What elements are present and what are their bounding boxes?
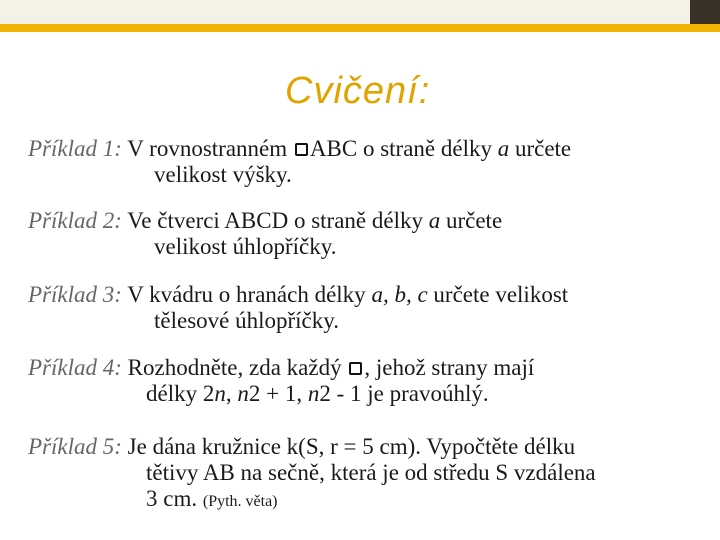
example-text: ,: [225, 381, 238, 406]
example-4: [28, 355, 534, 407]
hint-note: (Pyth. věta): [202, 493, 278, 510]
variables: a, b, c: [371, 282, 428, 307]
triangle-symbol-icon: [295, 143, 308, 156]
example-text: určete velikost: [427, 282, 569, 307]
example-text: 2 - 1 je pravoúhlý.: [319, 381, 489, 406]
example-text: ABC o straně délky: [309, 136, 498, 161]
triangle-symbol-icon: [349, 362, 362, 375]
example-text-continued: velikost úhlopříčky.: [154, 234, 337, 259]
example-text: Je dána kružnice k(S, r = 5 cm). Vypočtěte délku: [121, 434, 576, 459]
top-bar: [0, 0, 720, 24]
slide-title: Cvičení:: [285, 70, 431, 112]
example-text: V rovnostranném: [121, 136, 293, 161]
example-text-continued: tělesové úhlopříčky.: [154, 308, 340, 333]
top-accent-line: [0, 24, 720, 32]
example-text-continued: velikost výšky.: [154, 162, 292, 187]
example-text: Ve čtverci ABCD o straně délky: [121, 208, 429, 233]
example-label: Příklad 2:: [28, 208, 122, 233]
example-label: Příklad 1:: [28, 136, 122, 161]
example-text: určete: [440, 208, 503, 233]
example-text: , jehož strany mají: [364, 355, 535, 380]
variable: a: [497, 136, 510, 161]
example-label: Příklad 5:: [28, 434, 122, 459]
variable: n: [237, 381, 249, 406]
example-text: 2 + 1,: [248, 381, 308, 406]
top-bar-corner: [690, 0, 720, 24]
example-text: V kvádru o hranách délky: [121, 282, 372, 307]
example-text-continued: [28, 486, 596, 515]
example-3: [28, 282, 568, 334]
example-text: určete: [509, 136, 572, 161]
example-label: Příklad 4:: [28, 355, 122, 380]
example-text-continued: tětivy AB na sečně, která je od středu S vzdálena: [146, 460, 596, 485]
variable: n: [214, 381, 226, 406]
example-5: [28, 434, 596, 515]
example-2: [28, 208, 502, 260]
example-label: Příklad 3:: [28, 282, 122, 307]
example-text: Rozhodněte, zda každý: [121, 355, 348, 380]
example-text: délky 2: [146, 381, 215, 406]
variable: a: [428, 208, 441, 233]
example-1: [28, 136, 571, 188]
example-text-continued: [28, 381, 534, 407]
variable: n: [307, 381, 320, 406]
example-text: 3 cm.: [146, 486, 198, 511]
